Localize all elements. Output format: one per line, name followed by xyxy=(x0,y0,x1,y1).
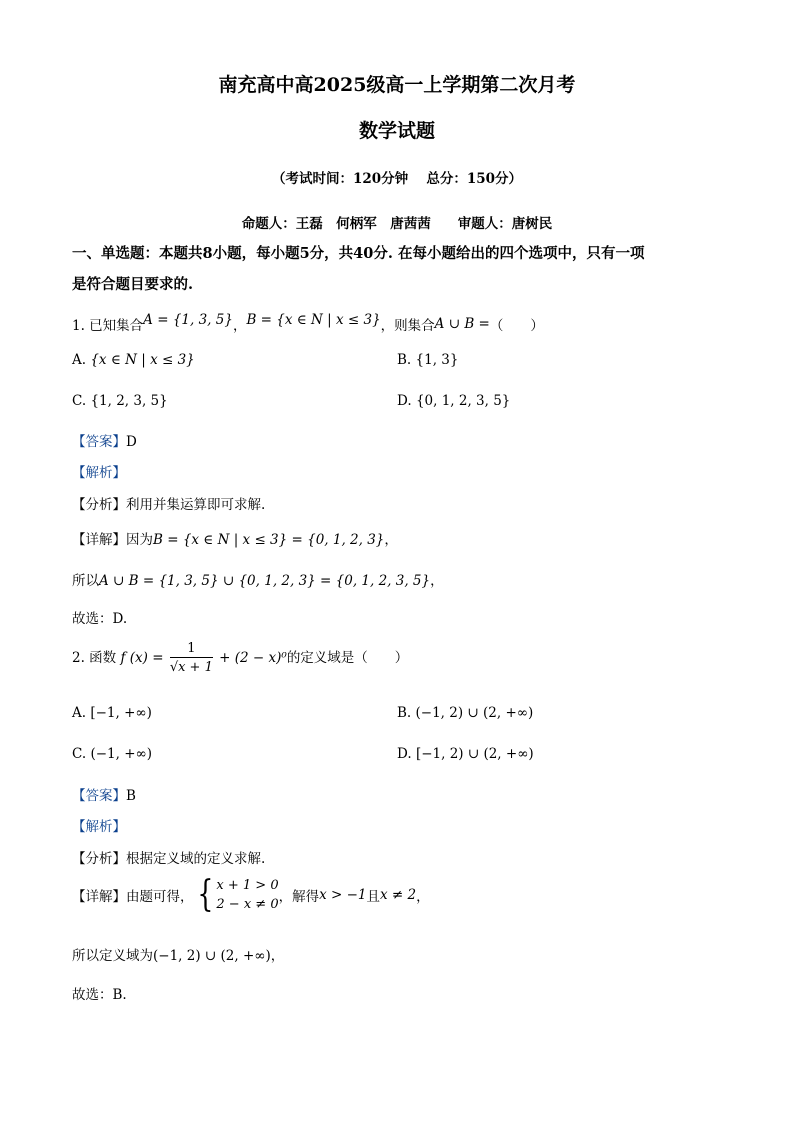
fenxi-text: 根据定义域的定义求解. xyxy=(126,851,266,867)
q1-tail-text: ，则集合 xyxy=(380,318,435,334)
q1-answer xyxy=(72,430,137,450)
q2-option-c xyxy=(72,746,152,762)
option-label: D. xyxy=(397,393,412,409)
q1-conclusion: 故选：D. xyxy=(72,611,128,627)
q1-option-b xyxy=(397,352,458,368)
detail-end: ， xyxy=(416,889,430,905)
system-line-2: 2 − x ≠ 0 xyxy=(216,897,279,912)
q2-fenxi xyxy=(72,847,265,867)
line2-math: (−1, 2) ∪ (2, +∞) xyxy=(153,948,271,964)
option-label: C. xyxy=(72,393,87,409)
option-value: {x ∈ N | x ≤ 3} xyxy=(90,352,195,368)
system-line-1: x + 1 > 0 xyxy=(216,878,279,893)
option-value: [−1, +∞) xyxy=(90,705,152,721)
q2-detail-line2 xyxy=(72,944,284,964)
answer-value: B xyxy=(126,788,136,804)
line2-math: A ∪ B = {1, 3, 5} ∪ {0, 1, 2, 3} = {0, 1, 2, 3, 5} xyxy=(99,573,431,589)
option-value: [−1, 2) ∪ (2, +∞) xyxy=(415,746,534,762)
exam-info: （考试时间：120分钟 总分：150分） xyxy=(271,171,523,187)
option-value: {1, 2, 3, 5} xyxy=(90,393,168,409)
q2-detail xyxy=(72,876,430,914)
left-brace-icon: { xyxy=(196,874,213,915)
q2-stem xyxy=(72,640,408,677)
q2-func-lhs: f (x) = xyxy=(120,650,164,666)
option-label: B. xyxy=(397,705,412,721)
q1-detail xyxy=(72,528,398,548)
answer-tag: 【答案】 xyxy=(72,434,126,450)
detail-mid: ，解得 xyxy=(278,889,320,905)
option-label: C. xyxy=(72,746,87,762)
option-label: A. xyxy=(72,705,87,721)
fenxi-text: 利用并集运算即可求解. xyxy=(126,497,266,513)
detail-end: ， xyxy=(384,532,398,548)
option-value: {0, 1, 2, 3, 5} xyxy=(415,393,511,409)
q1-union: A ∪ B = xyxy=(434,316,490,332)
answer-value: D xyxy=(126,434,137,450)
and-word: 且 xyxy=(366,889,381,905)
detail-prefix: 由题可得， xyxy=(126,889,194,905)
q1-fenxi xyxy=(72,493,265,513)
solution-2: x ≠ 2 xyxy=(380,887,417,903)
fenxi-tag: 【分析】 xyxy=(72,497,126,513)
q2-option-d xyxy=(397,746,534,762)
solution-1: x > −1 xyxy=(319,887,367,903)
option-label: A. xyxy=(72,352,87,368)
authors-line: 命题人：王磊 何柄军 唐茜茜 审题人：唐树民 xyxy=(241,216,553,232)
q1-analysis-tag: 【解析】 xyxy=(72,465,126,481)
q2-answer xyxy=(72,784,136,804)
line2-end: ， xyxy=(430,573,444,589)
line2-prefix: 所以定义域为 xyxy=(72,948,153,964)
q2-tail-text: 的定义域是（ ） xyxy=(286,650,409,666)
exam-title: 南充高中高2025级高一上学期第二次月考 xyxy=(218,74,576,96)
q1-set-a: A = {1, 3, 5} xyxy=(143,312,233,328)
option-value: (−1, 2) ∪ (2, +∞) xyxy=(415,705,534,721)
option-value: (−1, +∞) xyxy=(90,746,153,762)
q1-set-b: B = {x ∈ N | x ≤ 3} xyxy=(246,312,381,328)
option-value: {1, 3} xyxy=(415,352,459,368)
answer-tag: 【答案】 xyxy=(72,788,126,804)
option-label: D. xyxy=(397,746,412,762)
q1-paren: （ ） xyxy=(489,318,544,334)
q1-option-c xyxy=(72,393,168,409)
q2-option-b xyxy=(397,705,533,721)
q2-option-a xyxy=(72,705,152,721)
detail-tag: 【详解】 xyxy=(72,532,126,548)
system-lines xyxy=(216,876,278,914)
q2-fraction xyxy=(170,640,213,677)
q2-conclusion: 故选：B. xyxy=(72,987,127,1003)
q2-analysis-tag: 【解析】 xyxy=(72,819,126,835)
equation-system xyxy=(194,876,279,914)
option-label: B. xyxy=(397,352,412,368)
q1-stem xyxy=(72,314,544,334)
line2-prefix: 所以 xyxy=(72,573,99,589)
q1-option-d xyxy=(397,393,510,409)
detail-prefix: 因为 xyxy=(126,532,153,548)
detail-tag: 【详解】 xyxy=(72,889,126,905)
subject-title: 数学试题 xyxy=(358,120,435,142)
section-heading-line1: 一、单选题：本题共8小题，每小题5分，共40分. 在每小题给出的四个选项中，只有一项 xyxy=(72,245,645,262)
section-heading-line2: 是符合题目要求的. xyxy=(72,276,194,293)
fraction-denominator: √x + 1 xyxy=(169,660,213,675)
fraction-numerator: 1 xyxy=(170,640,213,658)
q2-func-rhs: + (2 − x)⁰ xyxy=(219,650,287,666)
detail-math: B = {x ∈ N | x ≤ 3} = {0, 1, 2, 3} xyxy=(153,532,385,548)
q1-detail-line2 xyxy=(72,569,444,589)
q1-sep: ， xyxy=(232,318,247,334)
q1-prefix: 1. 已知集合 xyxy=(72,318,144,334)
fenxi-tag: 【分析】 xyxy=(72,851,126,867)
q2-prefix: 2. 函数 xyxy=(72,650,117,666)
line2-end: ， xyxy=(270,948,285,964)
q1-option-a xyxy=(72,352,195,368)
